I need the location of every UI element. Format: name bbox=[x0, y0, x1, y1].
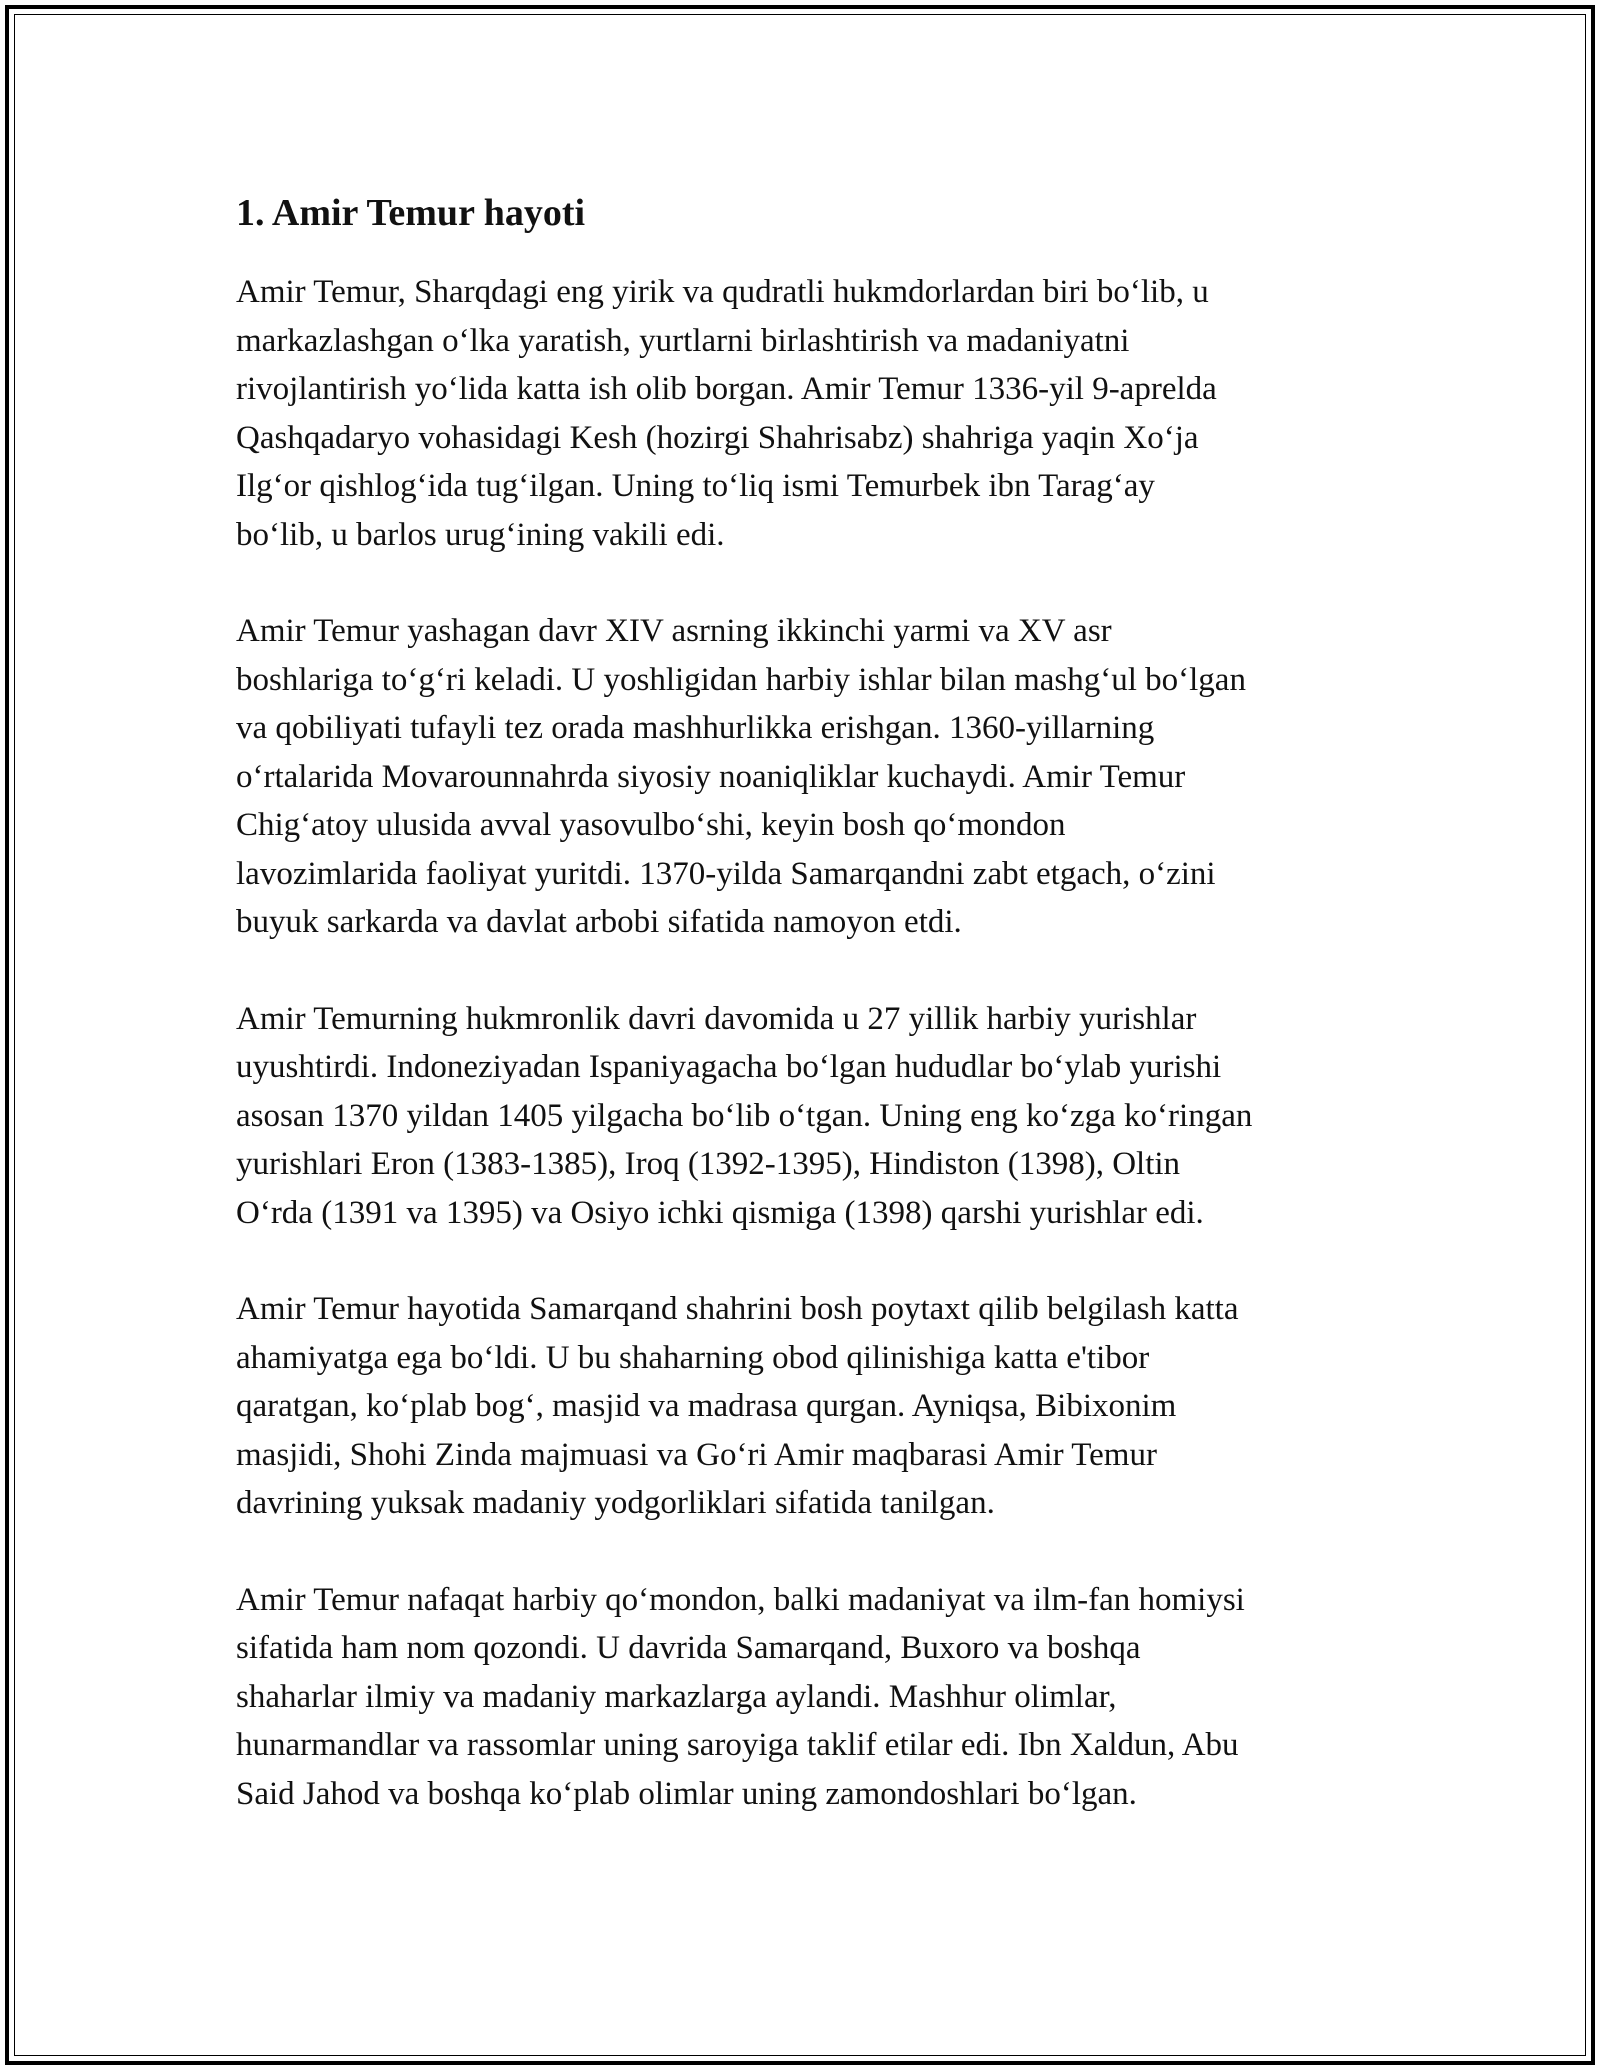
text-line: sifatida ham nom qozondi. U davrida Samarqand, Buxoro va boshqa bbox=[236, 1630, 1141, 1666]
text-line: Said Jahod va boshqa ko‘plab olimlar uning zamondoshlari bo‘lgan. bbox=[236, 1775, 1137, 1812]
text-line: shaharlar ilmiy va madaniy markazlarga aylandi. Mashhur olimlar, bbox=[236, 1678, 1117, 1715]
section-title: 1. Amir Temur hayoti bbox=[236, 192, 586, 234]
text-line: davrining yuksak madaniy yodgorliklari sifatida tanilgan. bbox=[236, 1485, 995, 1521]
text-line: Amir Temur yashagan davr XIV asrning ikkinchi yarmi va XV asr bbox=[236, 613, 1112, 649]
text-line: qaratgan, ko‘plab bog‘, masjid va madrasa qurgan. Ayniqsa, Bibixonim bbox=[236, 1388, 1177, 1424]
text-line: Amir Temur nafaqat harbiy qo‘mondon, balki madaniyat va ilm-fan homiysi bbox=[236, 1581, 1245, 1618]
text-line: rivojlantirish yo‘lida katta ish olib borgan. Amir Temur 1336-yil 9-aprelda bbox=[236, 371, 1217, 407]
paragraph-4 bbox=[236, 1285, 1376, 1528]
text-line: lavozimlarida faoliyat yuritdi. 1370-yilda Samarqandni zabt etgach, o‘zini bbox=[236, 855, 1216, 892]
text-line: ahamiyatga ega bo‘ldi. U bu shaharning obod qilinishiga katta e'tibor bbox=[236, 1339, 1150, 1376]
text-line: bo‘lib, u barlos urug‘ining vakili edi. bbox=[236, 516, 725, 553]
text-line: yurishlari Eron (1383-1385), Iroq (1392-1395), Hindiston (1398), Oltin bbox=[236, 1146, 1181, 1182]
text-line: va qobiliyati tufayli tez orada mashhurlikka erishgan. 1360-yillarning bbox=[236, 710, 1155, 746]
text-line: hunarmandlar va rassomlar uning saroyiga taklif etilar edi. Ibn Xaldun, Abu bbox=[236, 1727, 1239, 1763]
text-line: Ilg‘or qishlog‘ida tug‘ilgan. Uning to‘liq ismi Temurbek ibn Tarag‘ay bbox=[236, 468, 1155, 504]
paragraph-3 bbox=[236, 995, 1376, 1238]
text-line: Chig‘atoy ulusida avval yasovulbo‘shi, keyin bosh qo‘mondon bbox=[236, 807, 1066, 843]
text-line: buyuk sarkarda va davlat arbobi sifatida namoyon etdi. bbox=[236, 904, 962, 940]
text-line: O‘rda (1391 va 1395) va Osiyo ichki qismiga (1398) qarshi yurishlar edi. bbox=[236, 1194, 1204, 1231]
text-line: Amir Temurning hukmronlik davri davomida u 27 yillik harbiy yurishlar bbox=[236, 1000, 1197, 1037]
text-line: uyushtirdi. Indoneziyadan Ispaniyagacha bo‘lgan hududlar bo‘ylab yurishi bbox=[236, 1049, 1222, 1085]
text-line: Amir Temur, Sharqdagi eng yirik va qudratli hukmdorlardan biri bo‘lib, u bbox=[236, 274, 1209, 310]
text-line: markazlashgan o‘lka yaratish, yurtlarni birlashtirish va madaniyatni bbox=[236, 322, 1130, 359]
document-body bbox=[236, 183, 1376, 1818]
text-line: boshlariga to‘g‘ri keladi. U yoshligidan harbiy ishlar bilan mashg‘ul bo‘lgan bbox=[236, 661, 1246, 698]
paragraph-1 bbox=[236, 268, 1376, 559]
paragraph-5 bbox=[236, 1576, 1376, 1819]
text-line: asosan 1370 yildan 1405 yilgacha bo‘lib o‘tgan. Uning eng ko‘zga ko‘ringan bbox=[236, 1097, 1253, 1134]
text-line: masjidi, Shohi Zinda majmuasi va Go‘ri Amir maqbarasi Amir Temur bbox=[236, 1436, 1157, 1473]
paragraph-2 bbox=[236, 607, 1376, 947]
text-line: Amir Temur hayotida Samarqand shahrini bosh poytaxt qilib belgilash katta bbox=[236, 1291, 1239, 1327]
text-line: o‘rtalarida Movarounnahrda siyosiy noaniqliklar kuchaydi. Amir Temur bbox=[236, 758, 1186, 795]
text-line: Qashqadaryo vohasidagi Kesh (hozirgi Shahrisabz) shahriga yaqin Xo‘ja bbox=[236, 419, 1199, 456]
paragraphs bbox=[236, 268, 1376, 1818]
